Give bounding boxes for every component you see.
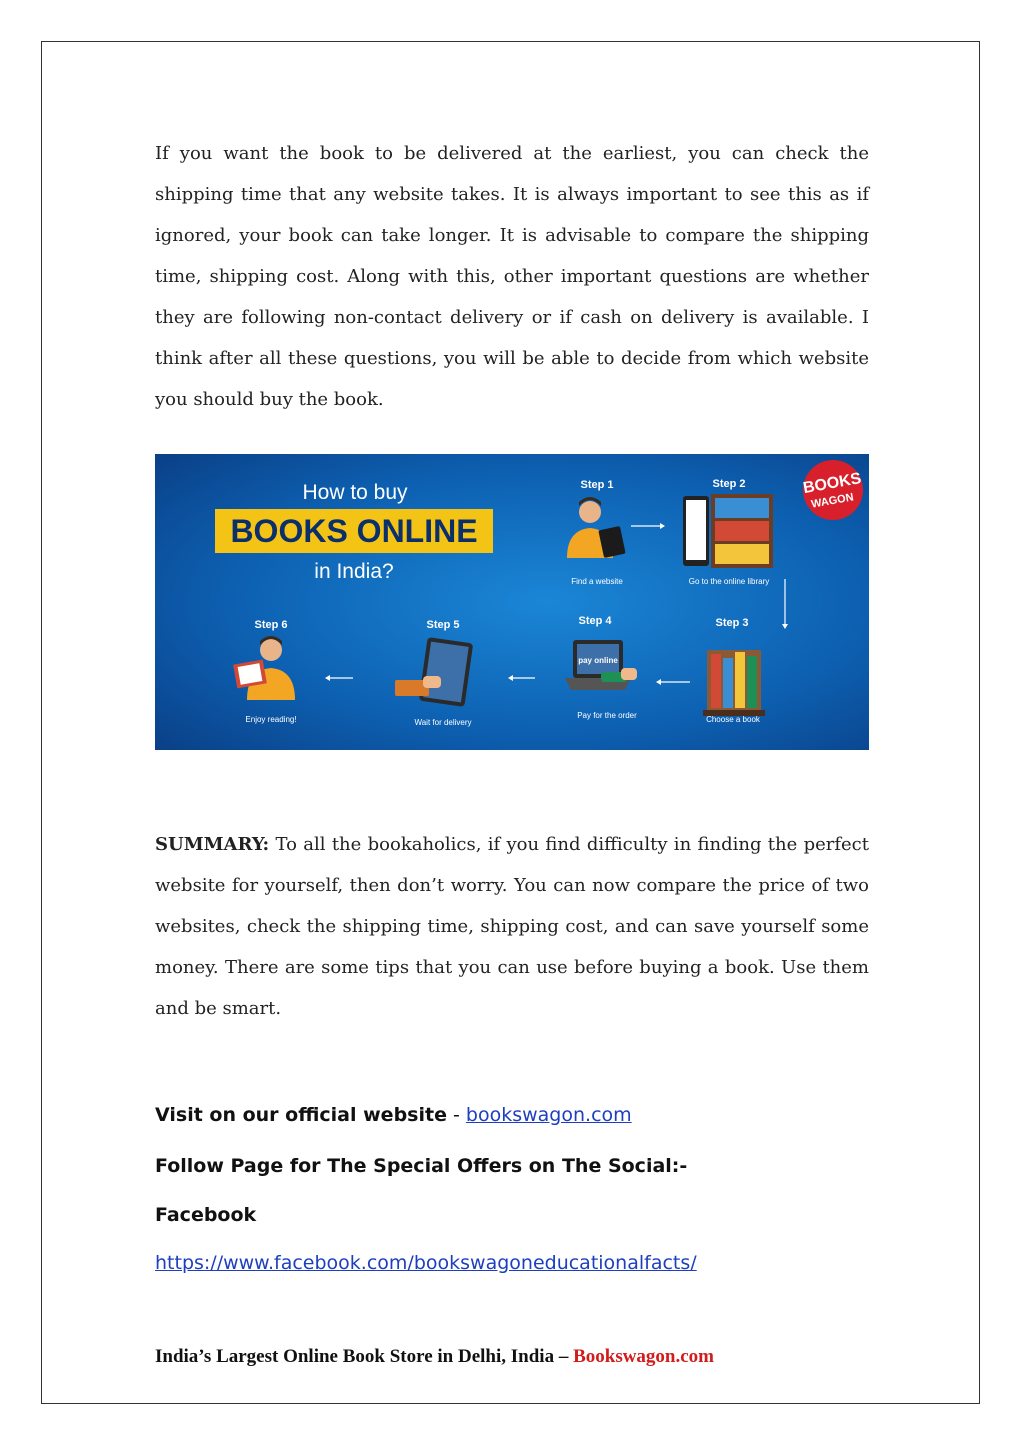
summary-label: SUMMARY: (155, 834, 270, 855)
step2-label: Step 2 (712, 478, 746, 490)
step5-caption: Wait for delivery (414, 718, 472, 727)
facebook-link[interactable]: https://www.facebook.com/bookswagoneducationalfacts/ (155, 1252, 697, 1274)
visit-line (155, 1104, 632, 1126)
follow-heading: Follow Page for The Special Offers on The Social:- (155, 1155, 688, 1177)
step2-library-icon (683, 494, 773, 568)
step1-caption: Find a website (571, 577, 623, 586)
pay-online-text: pay online (578, 656, 618, 665)
step3-books-icon (703, 650, 765, 716)
footer-text: India’s Largest Online Book Store in Delhi, India – (155, 1346, 574, 1367)
step2-caption: Go to the online library (688, 577, 770, 586)
summary-paragraph (155, 824, 869, 1029)
body-paragraph: If you want the book to be delivered at the earliest, you can check the shipping time that any website takes. It is always important to see this as if ignored, your book can take longer. It is advisable to compare the shipping time, shipping cost. Along with this, other important questions are whether they are following non-contact delivery or if cash on delivery is available. I think after all these questions, you will be able to decide from which website you should buy the book. (155, 143, 869, 410)
infographic-title-line1: How to buy (302, 481, 408, 504)
page-footer (155, 1346, 714, 1368)
infographic-title-line3: in India? (314, 560, 394, 583)
facebook-url-line (155, 1252, 697, 1274)
logo-line1: BOOKS (801, 470, 863, 498)
step4-caption: Pay for the order (577, 711, 637, 720)
visit-separator: - (446, 1104, 466, 1126)
bookswagon-link[interactable]: bookswagon.com (465, 1104, 632, 1126)
step4-label: Step 4 (578, 615, 612, 627)
step6-label: Step 6 (254, 619, 288, 631)
step3-caption: Choose a book (706, 715, 760, 724)
logo-line2: WAGON (810, 491, 855, 511)
summary-text: To all the bookaholics, if you find difficulty in finding the perfect website for yourself, then don’t worry. You can now compare the price of two websites, check the shipping time, shipping cost, and can save yourself some money. There are some tips that you can use before buying a book. Use them and be smart. (155, 834, 869, 1019)
footer-brand: Bookswagon.com (573, 1346, 715, 1367)
infographic-title-line2: BOOKS ONLINE (230, 513, 478, 549)
step6-caption: Enjoy reading! (245, 715, 297, 724)
facebook-heading: Facebook (155, 1204, 257, 1226)
step5-label: Step 5 (426, 619, 460, 631)
how-to-buy-infographic (155, 454, 869, 750)
step3-label: Step 3 (715, 617, 749, 629)
visit-label: Visit on our official website (155, 1104, 447, 1126)
step1-label: Step 1 (580, 479, 614, 491)
